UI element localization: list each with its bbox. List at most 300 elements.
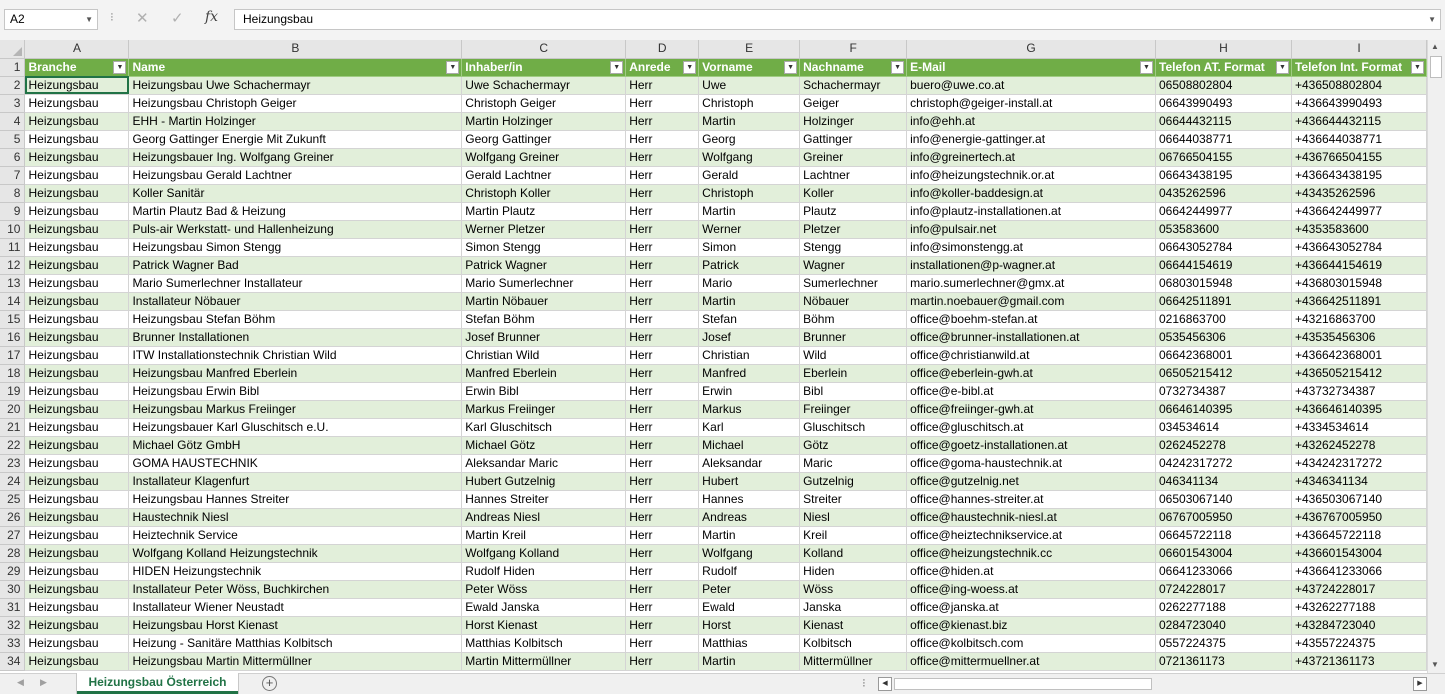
- table-cell[interactable]: Heizungsbau Erwin Bibl: [129, 382, 462, 400]
- table-cell[interactable]: Heizungsbau: [25, 652, 129, 670]
- table-cell[interactable]: Patrick Wagner: [462, 256, 626, 274]
- column-header[interactable]: F: [800, 40, 907, 58]
- table-cell[interactable]: Ewald Janska: [462, 598, 626, 616]
- table-cell[interactable]: +43724228017: [1291, 580, 1426, 598]
- table-cell[interactable]: Hiden: [800, 562, 907, 580]
- table-cell[interactable]: Rudolf Hiden: [462, 562, 626, 580]
- filter-dropdown-icon[interactable]: ▼: [113, 61, 126, 74]
- table-cell[interactable]: +436508802804: [1291, 76, 1426, 94]
- table-cell[interactable]: office@boehm-stefan.at: [907, 310, 1156, 328]
- filter-dropdown-icon[interactable]: ▼: [1276, 61, 1289, 74]
- table-cell[interactable]: +436505215412: [1291, 364, 1426, 382]
- select-all-corner[interactable]: [0, 40, 25, 58]
- row-number[interactable]: 9: [0, 202, 25, 220]
- table-cell[interactable]: office@eberlein-gwh.at: [907, 364, 1156, 382]
- table-cell[interactable]: Herr: [626, 490, 699, 508]
- table-cell[interactable]: Streiter: [800, 490, 907, 508]
- table-cell[interactable]: Herr: [626, 94, 699, 112]
- table-cell[interactable]: +43721361173: [1291, 652, 1426, 670]
- table-cell[interactable]: office@hannes-streiter.at: [907, 490, 1156, 508]
- table-cell[interactable]: Peter: [699, 580, 800, 598]
- row-number[interactable]: 20: [0, 400, 25, 418]
- table-cell[interactable]: Christoph: [699, 184, 800, 202]
- table-cell[interactable]: 0535456306: [1156, 328, 1292, 346]
- table-cell[interactable]: 0435262596: [1156, 184, 1292, 202]
- table-cell[interactable]: office@brunner-installationen.at: [907, 328, 1156, 346]
- table-cell[interactable]: Götz: [800, 436, 907, 454]
- vertical-scroll-thumb[interactable]: [1430, 56, 1442, 78]
- check-icon[interactable]: ✓: [171, 10, 184, 27]
- table-cell[interactable]: Herr: [626, 562, 699, 580]
- row-number[interactable]: 15: [0, 310, 25, 328]
- table-cell[interactable]: christoph@geiger-install.at: [907, 94, 1156, 112]
- table-cell[interactable]: Josef: [699, 328, 800, 346]
- table-cell[interactable]: Wolfgang Kolland: [462, 544, 626, 562]
- table-cell[interactable]: EHH - Martin Holzinger: [129, 112, 462, 130]
- row-number[interactable]: 22: [0, 436, 25, 454]
- table-cell[interactable]: Heizungsbau: [25, 598, 129, 616]
- table-cell[interactable]: Heizungsbau: [25, 94, 129, 112]
- table-cell[interactable]: Patrick Wagner Bad: [129, 256, 462, 274]
- row-number[interactable]: 24: [0, 472, 25, 490]
- table-cell[interactable]: Heizungsbau: [25, 454, 129, 472]
- table-cell[interactable]: Heizungsbau Stefan Böhm: [129, 310, 462, 328]
- table-cell[interactable]: Herr: [626, 418, 699, 436]
- table-cell[interactable]: Heizungsbau Gerald Lachtner: [129, 166, 462, 184]
- header-cell[interactable]: [129, 58, 462, 76]
- table-cell[interactable]: office@goma-haustechnik.at: [907, 454, 1156, 472]
- row-number[interactable]: 11: [0, 238, 25, 256]
- table-cell[interactable]: info@heizungstechnik.or.at: [907, 166, 1156, 184]
- table-cell[interactable]: 06643052784: [1156, 238, 1292, 256]
- table-cell[interactable]: Heizungsbauer Karl Gluschitsch e.U.: [129, 418, 462, 436]
- table-cell[interactable]: +43284723040: [1291, 616, 1426, 634]
- row-number[interactable]: 32: [0, 616, 25, 634]
- row-number[interactable]: 18: [0, 364, 25, 382]
- row-number[interactable]: 31: [0, 598, 25, 616]
- vertical-scrollbar[interactable]: [1427, 40, 1445, 673]
- table-cell[interactable]: Stefan Böhm: [462, 310, 626, 328]
- table-cell[interactable]: info@pulsair.net: [907, 220, 1156, 238]
- row-number[interactable]: 17: [0, 346, 25, 364]
- table-cell[interactable]: Martin: [699, 112, 800, 130]
- column-header[interactable]: E: [699, 40, 800, 58]
- table-cell[interactable]: Heizungsbau: [25, 184, 129, 202]
- table-cell[interactable]: 06644038771: [1156, 130, 1292, 148]
- table-cell[interactable]: Herr: [626, 616, 699, 634]
- table-cell[interactable]: office@heizungstechnik.cc: [907, 544, 1156, 562]
- table-cell[interactable]: Heizungsbau: [25, 148, 129, 166]
- filter-dropdown-icon[interactable]: ▼: [683, 61, 696, 74]
- filter-dropdown-icon[interactable]: ▼: [784, 61, 797, 74]
- table-cell[interactable]: Bibl: [800, 382, 907, 400]
- table-cell[interactable]: Plautz: [800, 202, 907, 220]
- table-cell[interactable]: 06766504155: [1156, 148, 1292, 166]
- filter-dropdown-icon[interactable]: ▼: [610, 61, 623, 74]
- table-cell[interactable]: Niesl: [800, 508, 907, 526]
- table-cell[interactable]: +436803015948: [1291, 274, 1426, 292]
- table-cell[interactable]: Puls-air Werkstatt- und Hallenheizung: [129, 220, 462, 238]
- table-cell[interactable]: Herr: [626, 112, 699, 130]
- table-cell[interactable]: office@mittermuellner.at: [907, 652, 1156, 670]
- table-cell[interactable]: Installateur Nöbauer: [129, 292, 462, 310]
- row-number[interactable]: 30: [0, 580, 25, 598]
- table-cell[interactable]: Kienast: [800, 616, 907, 634]
- filter-dropdown-icon[interactable]: ▼: [891, 61, 904, 74]
- header-cell[interactable]: [907, 58, 1156, 76]
- table-cell[interactable]: +43262452278: [1291, 436, 1426, 454]
- table-cell[interactable]: Simon Stengg: [462, 238, 626, 256]
- table-cell[interactable]: Herr: [626, 166, 699, 184]
- table-cell[interactable]: +436645722118: [1291, 526, 1426, 544]
- table-cell[interactable]: Heizungsbau: [25, 202, 129, 220]
- column-header[interactable]: B: [129, 40, 462, 58]
- table-cell[interactable]: 06644154619: [1156, 256, 1292, 274]
- table-cell[interactable]: 04242317272: [1156, 454, 1292, 472]
- table-cell[interactable]: Wild: [800, 346, 907, 364]
- table-cell[interactable]: office@kolbitsch.com: [907, 634, 1156, 652]
- table-cell[interactable]: Uwe Schachermayr: [462, 76, 626, 94]
- table-cell[interactable]: Matthias Kolbitsch: [462, 634, 626, 652]
- table-cell[interactable]: Andreas: [699, 508, 800, 526]
- header-cell[interactable]: [25, 58, 129, 76]
- table-cell[interactable]: Erwin Bibl: [462, 382, 626, 400]
- table-cell[interactable]: Hubert: [699, 472, 800, 490]
- table-cell[interactable]: Uwe: [699, 76, 800, 94]
- scroll-up-icon[interactable]: ▲: [1431, 42, 1439, 51]
- table-cell[interactable]: Greiner: [800, 148, 907, 166]
- row-number[interactable]: 14: [0, 292, 25, 310]
- table-cell[interactable]: +43435262596: [1291, 184, 1426, 202]
- table-cell[interactable]: Heizungsbau: [25, 274, 129, 292]
- scroll-left-icon[interactable]: ◀: [878, 677, 892, 691]
- table-cell[interactable]: Heizungsbauer Ing. Wolfgang Greiner: [129, 148, 462, 166]
- table-cell[interactable]: office@heiztechnikservice.at: [907, 526, 1156, 544]
- table-cell[interactable]: 046341134: [1156, 472, 1292, 490]
- table-cell[interactable]: 06505215412: [1156, 364, 1292, 382]
- table-cell[interactable]: Herr: [626, 220, 699, 238]
- table-cell[interactable]: +436766504155: [1291, 148, 1426, 166]
- table-cell[interactable]: 06767005950: [1156, 508, 1292, 526]
- table-cell[interactable]: 06508802804: [1156, 76, 1292, 94]
- table-cell[interactable]: Georg Gattinger Energie Mit Zukunft: [129, 130, 462, 148]
- header-cell[interactable]: [1291, 58, 1426, 76]
- table-cell[interactable]: Heizungsbau: [25, 580, 129, 598]
- row-number[interactable]: 3: [0, 94, 25, 112]
- table-cell[interactable]: Holzinger: [800, 112, 907, 130]
- scroll-right-icon[interactable]: ▶: [1413, 677, 1427, 691]
- table-cell[interactable]: Janska: [800, 598, 907, 616]
- table-cell[interactable]: +436641233066: [1291, 562, 1426, 580]
- table-cell[interactable]: +436644038771: [1291, 130, 1426, 148]
- x-icon[interactable]: ✕: [136, 10, 149, 27]
- table-cell[interactable]: 06644432115: [1156, 112, 1292, 130]
- table-cell[interactable]: Herr: [626, 346, 699, 364]
- table-cell[interactable]: Installateur Klagenfurt: [129, 472, 462, 490]
- table-cell[interactable]: Herr: [626, 580, 699, 598]
- fx-icon[interactable]: fx: [205, 9, 219, 25]
- table-cell[interactable]: office@kienast.biz: [907, 616, 1156, 634]
- table-cell[interactable]: 06601543004: [1156, 544, 1292, 562]
- table-cell[interactable]: Christoph: [699, 94, 800, 112]
- table-cell[interactable]: +436643438195: [1291, 166, 1426, 184]
- table-cell[interactable]: Matthias: [699, 634, 800, 652]
- column-header[interactable]: D: [626, 40, 699, 58]
- table-cell[interactable]: Heizungsbau: [25, 418, 129, 436]
- table-cell[interactable]: Georg Gattinger: [462, 130, 626, 148]
- table-cell[interactable]: Michael: [699, 436, 800, 454]
- table-cell[interactable]: 06643990493: [1156, 94, 1292, 112]
- filter-dropdown-icon[interactable]: ▼: [1411, 61, 1424, 74]
- header-cell[interactable]: [626, 58, 699, 76]
- table-cell[interactable]: Markus: [699, 400, 800, 418]
- table-cell[interactable]: 06645722118: [1156, 526, 1292, 544]
- table-cell[interactable]: +43216863700: [1291, 310, 1426, 328]
- row-number[interactable]: 10: [0, 220, 25, 238]
- table-cell[interactable]: Michael Götz GmbH: [129, 436, 462, 454]
- table-cell[interactable]: office@hiden.at: [907, 562, 1156, 580]
- table-cell[interactable]: Herr: [626, 598, 699, 616]
- row-number[interactable]: 8: [0, 184, 25, 202]
- table-cell[interactable]: 0262277188: [1156, 598, 1292, 616]
- table-cell[interactable]: 06646140395: [1156, 400, 1292, 418]
- table-cell[interactable]: HIDEN Heizungstechnik: [129, 562, 462, 580]
- table-cell[interactable]: Heiztechnik Service: [129, 526, 462, 544]
- table-cell[interactable]: Wolfgang: [699, 544, 800, 562]
- table-cell[interactable]: info@plautz-installationen.at: [907, 202, 1156, 220]
- row-number[interactable]: 27: [0, 526, 25, 544]
- next-sheet-icon[interactable]: ▶: [40, 677, 47, 687]
- table-cell[interactable]: Herr: [626, 76, 699, 94]
- row-number[interactable]: 5: [0, 130, 25, 148]
- table-cell[interactable]: Herr: [626, 238, 699, 256]
- table-cell[interactable]: Michael Götz: [462, 436, 626, 454]
- table-cell[interactable]: Herr: [626, 436, 699, 454]
- table-cell[interactable]: Installateur Wiener Neustadt: [129, 598, 462, 616]
- row-number[interactable]: 21: [0, 418, 25, 436]
- table-cell[interactable]: Simon: [699, 238, 800, 256]
- table-cell[interactable]: Heizungsbau Markus Freiinger: [129, 400, 462, 418]
- table-cell[interactable]: Karl Gluschitsch: [462, 418, 626, 436]
- column-header[interactable]: I: [1291, 40, 1426, 58]
- header-cell[interactable]: [462, 58, 626, 76]
- table-cell[interactable]: Heizungsbau Hannes Streiter: [129, 490, 462, 508]
- table-cell[interactable]: 0216863700: [1156, 310, 1292, 328]
- row-number[interactable]: 23: [0, 454, 25, 472]
- table-cell[interactable]: Heizungsbau: [25, 238, 129, 256]
- table-cell[interactable]: 0721361173: [1156, 652, 1292, 670]
- table-cell[interactable]: info@greinertech.at: [907, 148, 1156, 166]
- table-cell[interactable]: Karl: [699, 418, 800, 436]
- table-cell[interactable]: +43732734387: [1291, 382, 1426, 400]
- table-cell[interactable]: Sumerlechner: [800, 274, 907, 292]
- table-cell[interactable]: Herr: [626, 508, 699, 526]
- table-cell[interactable]: 06643438195: [1156, 166, 1292, 184]
- table-cell[interactable]: Herr: [626, 526, 699, 544]
- table-cell[interactable]: Nöbauer: [800, 292, 907, 310]
- table-cell[interactable]: Christian: [699, 346, 800, 364]
- table-cell[interactable]: Herr: [626, 454, 699, 472]
- horizontal-scrollbar[interactable]: [878, 677, 1427, 691]
- table-cell[interactable]: 06503067140: [1156, 490, 1292, 508]
- table-cell[interactable]: +436642368001: [1291, 346, 1426, 364]
- table-cell[interactable]: Herr: [626, 310, 699, 328]
- table-cell[interactable]: Horst: [699, 616, 800, 634]
- table-cell[interactable]: Heizungsbau: [25, 382, 129, 400]
- table-cell[interactable]: Heizungsbau: [25, 256, 129, 274]
- table-cell[interactable]: +434242317272: [1291, 454, 1426, 472]
- table-cell[interactable]: Martin Plautz Bad & Heizung: [129, 202, 462, 220]
- filter-dropdown-icon[interactable]: ▼: [1140, 61, 1153, 74]
- table-cell[interactable]: Gerald Lachtner: [462, 166, 626, 184]
- table-cell[interactable]: Kolland: [800, 544, 907, 562]
- table-cell[interactable]: Freiinger: [800, 400, 907, 418]
- table-cell[interactable]: Martin Holzinger: [462, 112, 626, 130]
- table-cell[interactable]: +43557224375: [1291, 634, 1426, 652]
- table-cell[interactable]: Christoph Koller: [462, 184, 626, 202]
- table-cell[interactable]: Hannes Streiter: [462, 490, 626, 508]
- table-cell[interactable]: 06642511891: [1156, 292, 1292, 310]
- column-header[interactable]: A: [25, 40, 129, 58]
- table-cell[interactable]: Patrick: [699, 256, 800, 274]
- table-cell[interactable]: 0262452278: [1156, 436, 1292, 454]
- table-cell[interactable]: Hannes: [699, 490, 800, 508]
- table-cell[interactable]: Erwin: [699, 382, 800, 400]
- table-cell[interactable]: +436644154619: [1291, 256, 1426, 274]
- table-cell[interactable]: Mario Sumerlechner Installateur: [129, 274, 462, 292]
- table-cell[interactable]: 0732734387: [1156, 382, 1292, 400]
- expand-formula-icon[interactable]: ▼: [1428, 15, 1436, 24]
- table-cell[interactable]: +436642449977: [1291, 202, 1426, 220]
- table-cell[interactable]: 06642449977: [1156, 202, 1292, 220]
- table-cell[interactable]: Kreil: [800, 526, 907, 544]
- table-cell[interactable]: Herr: [626, 256, 699, 274]
- column-header[interactable]: H: [1156, 40, 1292, 58]
- table-cell[interactable]: office@freiinger-gwh.at: [907, 400, 1156, 418]
- table-cell[interactable]: Gluschitsch: [800, 418, 907, 436]
- table-cell[interactable]: +4334534614: [1291, 418, 1426, 436]
- row-number[interactable]: 26: [0, 508, 25, 526]
- table-cell[interactable]: Stengg: [800, 238, 907, 256]
- table-cell[interactable]: office@ing-woess.at: [907, 580, 1156, 598]
- table-cell[interactable]: Gutzelnig: [800, 472, 907, 490]
- table-cell[interactable]: Andreas Niesl: [462, 508, 626, 526]
- table-cell[interactable]: Heizungsbau: [25, 310, 129, 328]
- table-cell[interactable]: +436644432115: [1291, 112, 1426, 130]
- table-cell[interactable]: Heizungsbau: [25, 400, 129, 418]
- table-cell[interactable]: Herr: [626, 148, 699, 166]
- row-number[interactable]: 4: [0, 112, 25, 130]
- table-cell[interactable]: office@janska.at: [907, 598, 1156, 616]
- table-cell[interactable]: Werner Pletzer: [462, 220, 626, 238]
- table-cell[interactable]: Heizungsbau: [25, 76, 129, 94]
- table-cell[interactable]: Wolfgang Greiner: [462, 148, 626, 166]
- table-cell[interactable]: Mario Sumerlechner: [462, 274, 626, 292]
- formula-input[interactable]: [234, 9, 1441, 30]
- header-cell[interactable]: [1156, 58, 1292, 76]
- table-cell[interactable]: installationen@p-wagner.at: [907, 256, 1156, 274]
- table-cell[interactable]: Heizungsbau Christoph Geiger: [129, 94, 462, 112]
- table-cell[interactable]: Stefan: [699, 310, 800, 328]
- table-cell[interactable]: Herr: [626, 202, 699, 220]
- table-cell[interactable]: buero@uwe.co.at: [907, 76, 1156, 94]
- row-number[interactable]: 12: [0, 256, 25, 274]
- row-number[interactable]: 13: [0, 274, 25, 292]
- table-cell[interactable]: 06642368001: [1156, 346, 1292, 364]
- table-cell[interactable]: Heizungsbau: [25, 292, 129, 310]
- table-cell[interactable]: +436642511891: [1291, 292, 1426, 310]
- horizontal-scroll-thumb[interactable]: [894, 678, 1152, 690]
- table-cell[interactable]: Böhm: [800, 310, 907, 328]
- table-cell[interactable]: Manfred: [699, 364, 800, 382]
- row-number[interactable]: 2: [0, 76, 25, 94]
- table-cell[interactable]: 0284723040: [1156, 616, 1292, 634]
- table-cell[interactable]: Schachermayr: [800, 76, 907, 94]
- table-cell[interactable]: Koller: [800, 184, 907, 202]
- table-cell[interactable]: Heizungsbau: [25, 508, 129, 526]
- table-cell[interactable]: Herr: [626, 274, 699, 292]
- table-cell[interactable]: Haustechnik Niesl: [129, 508, 462, 526]
- row-number[interactable]: 19: [0, 382, 25, 400]
- table-cell[interactable]: Heizungsbau Horst Kienast: [129, 616, 462, 634]
- table-cell[interactable]: Martin Nöbauer: [462, 292, 626, 310]
- table-cell[interactable]: Heizung - Sanitäre Matthias Kolbitsch: [129, 634, 462, 652]
- table-cell[interactable]: Heizungsbau: [25, 634, 129, 652]
- table-cell[interactable]: Christoph Geiger: [462, 94, 626, 112]
- table-cell[interactable]: +436601543004: [1291, 544, 1426, 562]
- row-number[interactable]: 1: [0, 58, 25, 76]
- table-cell[interactable]: Herr: [626, 184, 699, 202]
- table-cell[interactable]: Manfred Eberlein: [462, 364, 626, 382]
- table-cell[interactable]: Installateur Peter Wöss, Buchkirchen: [129, 580, 462, 598]
- row-number[interactable]: 34: [0, 652, 25, 670]
- table-cell[interactable]: Hubert Gutzelnig: [462, 472, 626, 490]
- table-cell[interactable]: office@goetz-installationen.at: [907, 436, 1156, 454]
- table-cell[interactable]: Geiger: [800, 94, 907, 112]
- table-cell[interactable]: +4346341134: [1291, 472, 1426, 490]
- table-cell[interactable]: Heizungsbau: [25, 616, 129, 634]
- sheet-tab-heizungsbau[interactable]: Heizungsbau Österreich: [77, 673, 238, 694]
- table-cell[interactable]: Pletzer: [800, 220, 907, 238]
- table-cell[interactable]: Georg: [699, 130, 800, 148]
- table-cell[interactable]: Martin: [699, 526, 800, 544]
- table-cell[interactable]: +436643052784: [1291, 238, 1426, 256]
- table-cell[interactable]: Heizungsbau Uwe Schachermayr: [129, 76, 462, 94]
- table-cell[interactable]: office@e-bibl.at: [907, 382, 1156, 400]
- table-cell[interactable]: ITW Installationstechnik Christian Wild: [129, 346, 462, 364]
- table-cell[interactable]: Heizungsbau: [25, 436, 129, 454]
- prev-sheet-icon[interactable]: ◀: [17, 677, 24, 687]
- table-cell[interactable]: Ewald: [699, 598, 800, 616]
- table-cell[interactable]: 0724228017: [1156, 580, 1292, 598]
- table-cell[interactable]: +436503067140: [1291, 490, 1426, 508]
- table-cell[interactable]: info@simonstengg.at: [907, 238, 1156, 256]
- table-cell[interactable]: Heizungsbau: [25, 346, 129, 364]
- table-cell[interactable]: Herr: [626, 292, 699, 310]
- table-cell[interactable]: info@energie-gattinger.at: [907, 130, 1156, 148]
- table-cell[interactable]: Herr: [626, 382, 699, 400]
- row-number[interactable]: 29: [0, 562, 25, 580]
- table-cell[interactable]: Martin: [699, 652, 800, 670]
- table-cell[interactable]: Herr: [626, 400, 699, 418]
- table-cell[interactable]: Heizungsbau: [25, 112, 129, 130]
- table-cell[interactable]: Heizungsbau Martin Mittermüllner: [129, 652, 462, 670]
- table-cell[interactable]: Heizungsbau: [25, 130, 129, 148]
- table-cell[interactable]: Heizungsbau: [25, 472, 129, 490]
- table-cell[interactable]: +43262277188: [1291, 598, 1426, 616]
- table-cell[interactable]: Herr: [626, 130, 699, 148]
- table-cell[interactable]: Aleksandar: [699, 454, 800, 472]
